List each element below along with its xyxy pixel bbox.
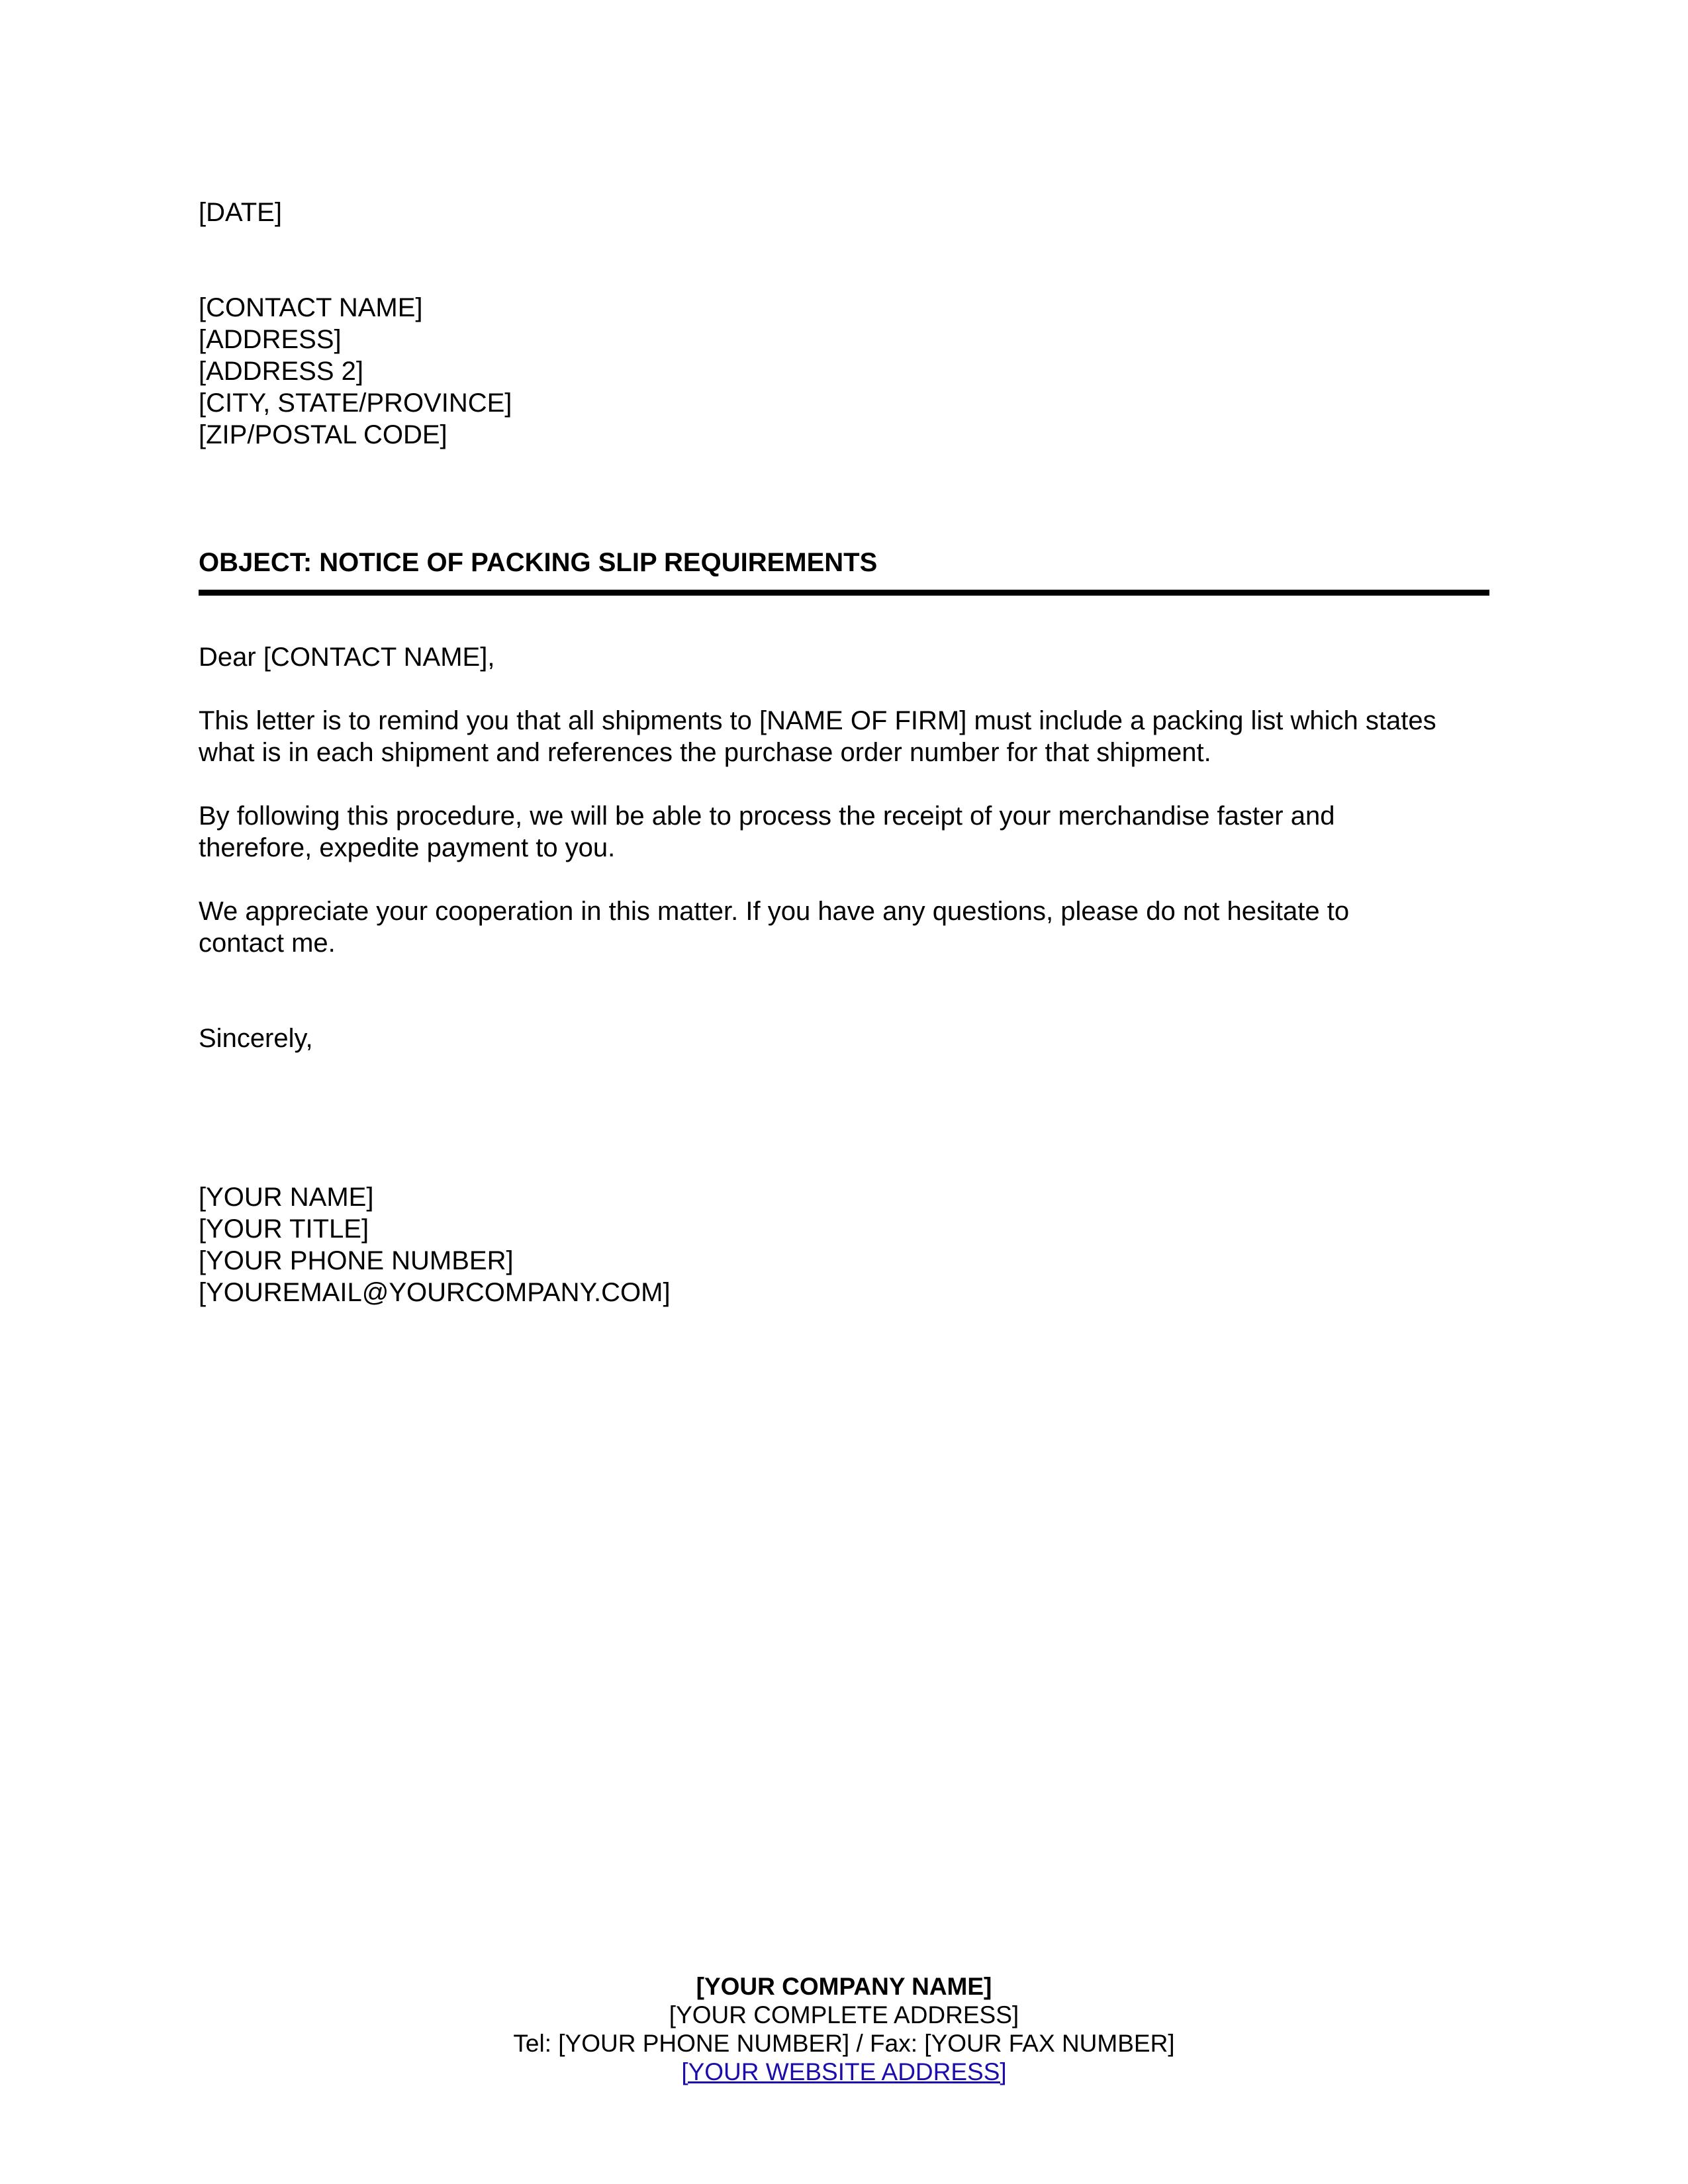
paragraph-line: therefore, expedite payment to you. [199,833,616,862]
recipient-city-state: [CITY, STATE/PROVINCE] [199,388,512,418]
recipient-address-block [199,292,512,451]
paragraph-line: what is in each shipment and references the purchase order number for that shipment. [199,738,1211,767]
closing-text: Sincerely, [199,1024,313,1053]
body-paragraph-2 [199,800,1335,864]
letter-salutation [199,641,494,673]
paragraph-line: This letter is to remind you that all shipments to [NAME OF FIRM] must include a packing list which states [199,706,1436,735]
footer-company-name [0,1972,1688,2001]
signature-email: [YOUREMAIL@YOURCOMPANY.COM] [199,1278,671,1307]
footer-contact [0,2029,1688,2058]
footer-address [0,2001,1688,2029]
letter-subject: OBJECT: NOTICE OF PACKING SLIP REQUIREMENTS [199,548,878,577]
salutation-text: Dear [CONTACT NAME], [199,643,495,672]
footer-address-text: [YOUR COMPLETE ADDRESS] [669,2001,1019,2028]
paragraph-line: By following this procedure, we will be able to process the receipt of your merchandise faster and [199,801,1335,831]
signature-block [199,1181,671,1308]
body-paragraph-1 [199,705,1436,768]
footer-website [0,2058,1688,2086]
signature-title: [YOUR TITLE] [199,1214,369,1244]
recipient-address: [ADDRESS] [199,325,342,354]
recipient-zip: [ZIP/POSTAL CODE] [199,420,447,449]
date-text: [DATE] [199,198,282,227]
recipient-address-2: [ADDRESS 2] [199,357,363,386]
footer-company-text: [YOUR COMPANY NAME] [696,1973,992,2000]
paragraph-line: contact me. [199,929,336,958]
recipient-contact-name: [CONTACT NAME] [199,293,423,322]
letter-closing [199,1023,313,1054]
signature-phone: [YOUR PHONE NUMBER] [199,1246,514,1275]
footer-contact-text: Tel: [YOUR PHONE NUMBER] / Fax: [YOUR FAX NUMBER] [513,2030,1175,2057]
subject-divider [199,590,1489,596]
footer-website-link[interactable]: [YOUR WEBSITE ADDRESS] [681,2058,1007,2085]
paragraph-line: We appreciate your cooperation in this matter. If you have any questions, please do not hesitate to [199,897,1350,926]
letter-date [199,197,282,228]
signature-name: [YOUR NAME] [199,1183,374,1212]
body-paragraph-3 [199,895,1349,959]
